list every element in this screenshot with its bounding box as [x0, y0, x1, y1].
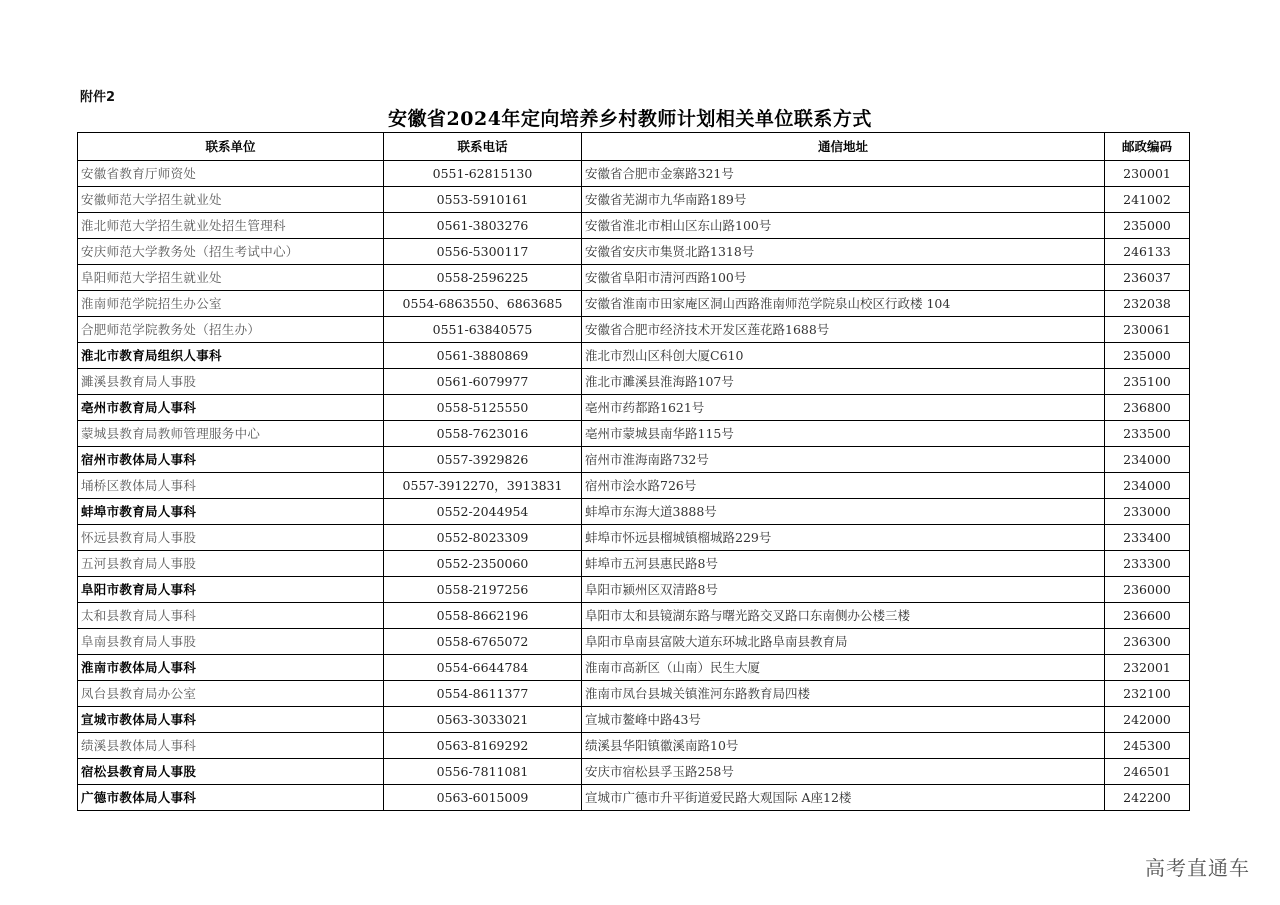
- column-header-zip: 邮政编码: [1105, 133, 1190, 161]
- unit-cell: 蒙城县教育局教师管理服务中心: [78, 421, 384, 447]
- address-cell: 淮南市凤台县城关镇淮河东路教育局四楼: [582, 681, 1105, 707]
- phone-cell: 0558-2197256: [384, 577, 582, 603]
- zip-cell: 235000: [1105, 213, 1190, 239]
- address-cell: 亳州市药都路1621号: [582, 395, 1105, 421]
- zip-cell: 233400: [1105, 525, 1190, 551]
- address-cell: 安徽省芜湖市九华南路189号: [582, 187, 1105, 213]
- unit-cell: 淮南市教体局人事科: [78, 655, 384, 681]
- address-cell: 安徽省阜阳市清河西路100号: [582, 265, 1105, 291]
- unit-cell: 五河县教育局人事股: [78, 551, 384, 577]
- unit-cell: 怀远县教育局人事股: [78, 525, 384, 551]
- table-row: [78, 707, 1190, 733]
- address-cell: 阜阳市阜南县富陂大道东环城北路阜南县教育局: [582, 629, 1105, 655]
- address-cell: 安徽省安庆市集贤北路1318号: [582, 239, 1105, 265]
- zip-cell: 234000: [1105, 473, 1190, 499]
- table-row: [78, 265, 1190, 291]
- table-row: [78, 629, 1190, 655]
- phone-cell: 0557-3929826: [384, 447, 582, 473]
- address-cell: 安徽省合肥市金寨路321号: [582, 161, 1105, 187]
- phone-cell: 0556-5300117: [384, 239, 582, 265]
- contacts-table: [77, 132, 1190, 811]
- unit-cell: 宣城市教体局人事科: [78, 707, 384, 733]
- address-cell: 阜阳市颍州区双清路8号: [582, 577, 1105, 603]
- address-cell: 淮北市烈山区科创大厦C610: [582, 343, 1105, 369]
- phone-cell: 0558-7623016: [384, 421, 582, 447]
- phone-cell: 0563-8169292: [384, 733, 582, 759]
- unit-cell: 埇桥区教体局人事科: [78, 473, 384, 499]
- zip-cell: 236000: [1105, 577, 1190, 603]
- zip-cell: 241002: [1105, 187, 1190, 213]
- table-header-row: [78, 133, 1190, 161]
- phone-cell: 0556-7811081: [384, 759, 582, 785]
- address-cell: 蚌埠市五河县惠民路8号: [582, 551, 1105, 577]
- unit-cell: 安庆师范大学教务处（招生考试中心）: [78, 239, 384, 265]
- unit-cell: 淮北师范大学招生就业处招生管理科: [78, 213, 384, 239]
- unit-cell: 安徽师范大学招生就业处: [78, 187, 384, 213]
- zip-cell: 233000: [1105, 499, 1190, 525]
- unit-cell: 宿松县教育局人事股: [78, 759, 384, 785]
- address-cell: 淮北市濉溪县淮海路107号: [582, 369, 1105, 395]
- zip-cell: 235100: [1105, 369, 1190, 395]
- address-cell: 宣城市鳌峰中路43号: [582, 707, 1105, 733]
- phone-cell: 0551-62815130: [384, 161, 582, 187]
- phone-cell: 0553-5910161: [384, 187, 582, 213]
- table-row: [78, 343, 1190, 369]
- table-row: [78, 447, 1190, 473]
- zip-cell: 232100: [1105, 681, 1190, 707]
- unit-cell: 安徽省教育厅师资处: [78, 161, 384, 187]
- unit-cell: 淮北市教育局组织人事科: [78, 343, 384, 369]
- phone-cell: 0561-6079977: [384, 369, 582, 395]
- zip-cell: 236037: [1105, 265, 1190, 291]
- phone-cell: 0554-6863550、6863685: [384, 291, 582, 317]
- zip-cell: 233500: [1105, 421, 1190, 447]
- phone-cell: 0563-3033021: [384, 707, 582, 733]
- table-row: [78, 161, 1190, 187]
- address-cell: 安徽省淮北市相山区东山路100号: [582, 213, 1105, 239]
- address-cell: 绩溪县华阳镇徽溪南路10号: [582, 733, 1105, 759]
- unit-cell: 宿州市教体局人事科: [78, 447, 384, 473]
- document-title: 安徽省2024年定向培养乡村教师计划相关单位联系方式: [388, 108, 872, 130]
- phone-cell: 0554-6644784: [384, 655, 582, 681]
- column-header-address: 通信地址: [582, 133, 1105, 161]
- table-row: [78, 655, 1190, 681]
- table-row: [78, 395, 1190, 421]
- phone-cell: 0558-5125550: [384, 395, 582, 421]
- table-row: [78, 681, 1190, 707]
- phone-cell: 0552-2044954: [384, 499, 582, 525]
- zip-cell: 233300: [1105, 551, 1190, 577]
- zip-cell: 245300: [1105, 733, 1190, 759]
- address-cell: 亳州市蒙城县南华路115号: [582, 421, 1105, 447]
- zip-cell: 236300: [1105, 629, 1190, 655]
- unit-cell: 淮南师范学院招生办公室: [78, 291, 384, 317]
- unit-cell: 合肥师范学院教务处（招生办）: [78, 317, 384, 343]
- zip-cell: 235000: [1105, 343, 1190, 369]
- phone-cell: 0551-63840575: [384, 317, 582, 343]
- unit-cell: 阜南县教育局人事股: [78, 629, 384, 655]
- attachment-label: 附件2: [80, 90, 116, 105]
- address-cell: 宿州市淮海南路732号: [582, 447, 1105, 473]
- table-row: [78, 369, 1190, 395]
- table-row: [78, 421, 1190, 447]
- unit-cell: 阜阳师范大学招生就业处: [78, 265, 384, 291]
- address-cell: 安徽省合肥市经济技术开发区莲花路1688号: [582, 317, 1105, 343]
- table-row: [78, 473, 1190, 499]
- address-cell: 安庆市宿松县孚玉路258号: [582, 759, 1105, 785]
- phone-cell: 0557-3912270，3913831: [384, 473, 582, 499]
- table-row: [78, 499, 1190, 525]
- table-row: [78, 759, 1190, 785]
- unit-cell: 阜阳市教育局人事科: [78, 577, 384, 603]
- phone-cell: 0554-8611377: [384, 681, 582, 707]
- table-row: [78, 525, 1190, 551]
- table-row: [78, 239, 1190, 265]
- table-row: [78, 785, 1190, 811]
- table-row: [78, 733, 1190, 759]
- zip-cell: 232038: [1105, 291, 1190, 317]
- address-cell: 宣城市广德市升平街道爱民路大观国际 A座12楼: [582, 785, 1105, 811]
- table-row: [78, 213, 1190, 239]
- address-cell: 蚌埠市怀远县榴城镇榴城路229号: [582, 525, 1105, 551]
- zip-cell: 236600: [1105, 603, 1190, 629]
- address-cell: 淮南市高新区（山南）民生大厦: [582, 655, 1105, 681]
- column-header-phone: 联系电话: [384, 133, 582, 161]
- phone-cell: 0561-3880869: [384, 343, 582, 369]
- zip-cell: 242200: [1105, 785, 1190, 811]
- unit-cell: 濉溪县教育局人事股: [78, 369, 384, 395]
- phone-cell: 0558-8662196: [384, 603, 582, 629]
- zip-cell: 246133: [1105, 239, 1190, 265]
- unit-cell: 蚌埠市教育局人事科: [78, 499, 384, 525]
- phone-cell: 0561-3803276: [384, 213, 582, 239]
- table-row: [78, 187, 1190, 213]
- unit-cell: 凤台县教育局办公室: [78, 681, 384, 707]
- address-cell: 蚌埠市东海大道3888号: [582, 499, 1105, 525]
- unit-cell: 太和县教育局人事科: [78, 603, 384, 629]
- zip-cell: 234000: [1105, 447, 1190, 473]
- unit-cell: 亳州市教育局人事科: [78, 395, 384, 421]
- address-cell: 阜阳市太和县镜湖东路与曙光路交叉路口东南侧办公楼三楼: [582, 603, 1105, 629]
- zip-cell: 236800: [1105, 395, 1190, 421]
- phone-cell: 0552-8023309: [384, 525, 582, 551]
- table-row: [78, 317, 1190, 343]
- phone-cell: 0563-6015009: [384, 785, 582, 811]
- zip-cell: 242000: [1105, 707, 1190, 733]
- phone-cell: 0558-2596225: [384, 265, 582, 291]
- table-row: [78, 551, 1190, 577]
- watermark: 高考直通车: [1145, 856, 1250, 880]
- unit-cell: 广德市教体局人事科: [78, 785, 384, 811]
- table-row: [78, 291, 1190, 317]
- zip-cell: 230001: [1105, 161, 1190, 187]
- unit-cell: 绩溪县教体局人事科: [78, 733, 384, 759]
- address-cell: 安徽省淮南市田家庵区洞山西路淮南师范学院泉山校区行政楼 104: [582, 291, 1105, 317]
- table-row: [78, 603, 1190, 629]
- column-header-unit: 联系单位: [78, 133, 384, 161]
- address-cell: 宿州市浍水路726号: [582, 473, 1105, 499]
- zip-cell: 232001: [1105, 655, 1190, 681]
- phone-cell: 0558-6765072: [384, 629, 582, 655]
- phone-cell: 0552-2350060: [384, 551, 582, 577]
- zip-cell: 230061: [1105, 317, 1190, 343]
- table-body: [78, 161, 1190, 811]
- table-row: [78, 577, 1190, 603]
- zip-cell: 246501: [1105, 759, 1190, 785]
